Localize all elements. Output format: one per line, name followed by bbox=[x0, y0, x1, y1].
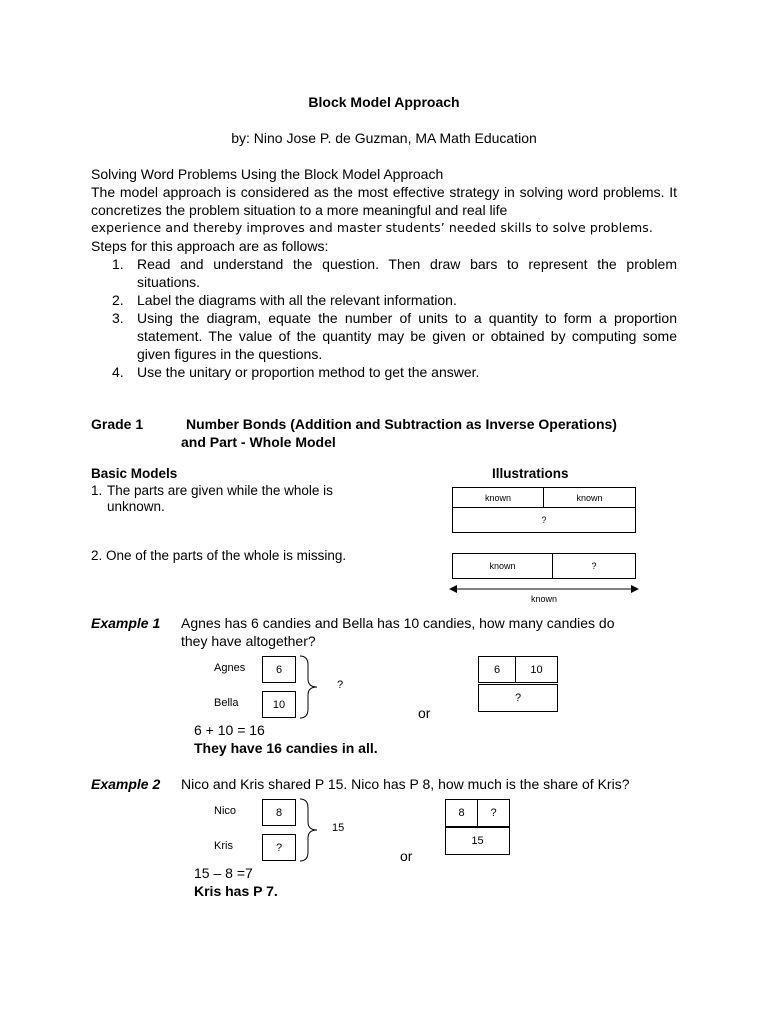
model1-text: The parts are given while the whole is bbox=[107, 483, 333, 498]
steps-list bbox=[91, 255, 677, 381]
brace-icon bbox=[298, 655, 324, 719]
example2-equation: 15 – 8 =7 bbox=[194, 865, 253, 881]
example2-problem: Nico and Kris shared P 15. Nico has P 8, how much is the share of Kris? bbox=[181, 776, 630, 792]
example1-problem-cont: they have altogether? bbox=[181, 633, 316, 649]
example2-bar-total: 15 bbox=[445, 827, 510, 855]
author-line: by: Nino Jose P. de Guzman, MA Math Education bbox=[231, 130, 537, 146]
example1-name-b: Bella bbox=[214, 697, 239, 709]
diagram1-part-b: known bbox=[543, 487, 636, 508]
diagram2-part-b: ? bbox=[552, 553, 636, 579]
intro-paragraph-cont: experience and thereby improves and master students’ needed skills to solve problems. bbox=[91, 220, 653, 235]
example2-bar-a: 8 bbox=[445, 799, 478, 827]
example2-or: or bbox=[400, 848, 413, 864]
example2-answer: Kris has P 7. bbox=[194, 883, 278, 899]
example1-value-b: 10 bbox=[262, 691, 296, 718]
grade-label: Grade 1 bbox=[91, 416, 144, 432]
example1-name-a: Agnes bbox=[214, 662, 246, 674]
intro-paragraph: The model approach is considered as the most effective strategy in solving word problems. It concretizes the problem situation to a more meaningful and real life bbox=[91, 184, 677, 218]
example2-total: 15 bbox=[332, 822, 345, 834]
example2-value-a: 8 bbox=[262, 799, 296, 826]
step-item: 2. Label the diagrams with all the relevant information. bbox=[112, 292, 457, 308]
model2-text: 2. One of the parts of the whole is missing. bbox=[91, 548, 347, 563]
example1-equation: 6 + 10 = 16 bbox=[194, 722, 265, 738]
intro-heading: Solving Word Problems Using the Block Model Approach bbox=[91, 166, 444, 182]
steps-lead: Steps for this approach are as follows: bbox=[91, 238, 329, 254]
example1-value-a: 6 bbox=[262, 656, 296, 683]
brace-icon bbox=[298, 798, 324, 862]
step-item: 3. Using the diagram, equate the number of units to a quantity to form a proportion statement. The value of the quantity may be given or obtained by computing some given figures in the questions. bbox=[112, 310, 677, 362]
basic-models-heading: Basic Models bbox=[91, 466, 178, 481]
intro-section bbox=[91, 165, 677, 381]
example2-name-b: Kris bbox=[214, 840, 233, 852]
example1-total: ? bbox=[337, 679, 344, 691]
diagram1-whole: ? bbox=[452, 507, 636, 533]
diagram1-part-a: known bbox=[452, 487, 544, 508]
diagram2-whole-label: known bbox=[530, 594, 557, 604]
example2-value-b: ? bbox=[262, 834, 296, 861]
example1-problem: Agnes has 6 candies and Bella has 10 candies, how many candies do bbox=[181, 615, 615, 631]
grade-topic-line2: and Part - Whole Model bbox=[181, 434, 336, 450]
example2-label: Example 2 bbox=[91, 776, 161, 792]
example2-name-a: Nico bbox=[214, 805, 237, 817]
illustrations-heading: Illustrations bbox=[492, 466, 569, 481]
example1-or: or bbox=[418, 705, 431, 721]
example1-bar-a: 6 bbox=[478, 656, 516, 683]
model1-text-cont: unknown. bbox=[107, 499, 165, 514]
diagram2-part-a: known bbox=[452, 553, 553, 579]
example2-bar-b: ? bbox=[477, 799, 510, 827]
example1-answer: They have 16 candies in all. bbox=[194, 740, 378, 756]
example1-bar-b: 10 bbox=[515, 656, 558, 683]
model1-num: 1. bbox=[91, 483, 103, 498]
example1-label: Example 1 bbox=[91, 615, 161, 631]
page-title: Block Model Approach bbox=[308, 94, 460, 110]
grade-topic-line1: Number Bonds (Addition and Subtraction as Inverse Operations) bbox=[186, 416, 617, 432]
step-item: 4. Use the unitary or proportion method to get the answer. bbox=[112, 364, 480, 380]
step-item: 1. Read and understand the question. Then draw bars to represent the problem situations. bbox=[112, 256, 677, 290]
example1-bar-total: ? bbox=[478, 684, 558, 712]
